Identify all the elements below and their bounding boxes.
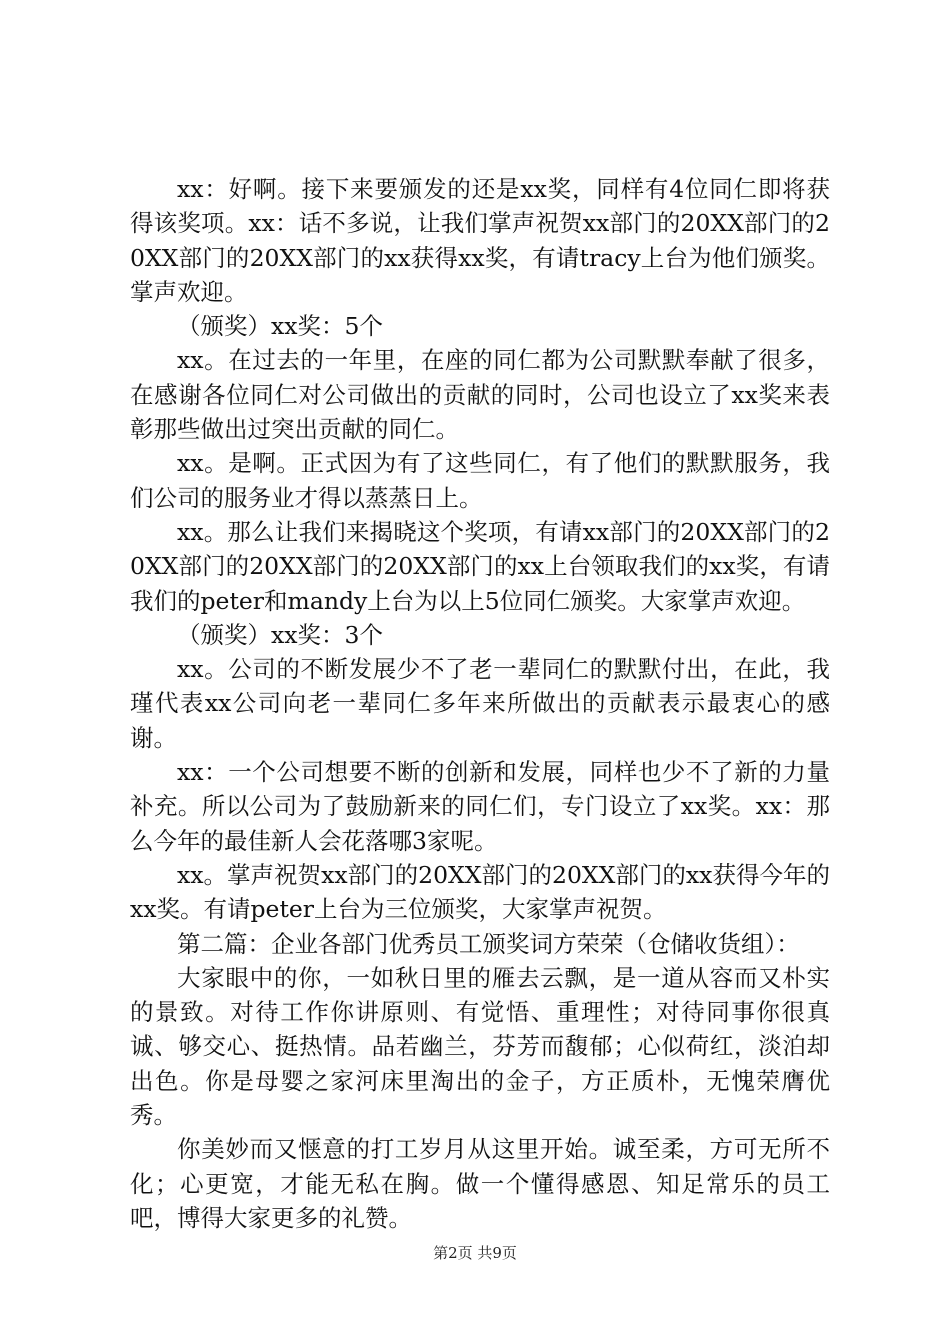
page-number: 第2页 共9页 <box>433 1244 517 1262</box>
paragraph: xx。那么让我们来揭晓这个奖项，有请xx部门的20XX部门的20XX部门的20XX部门的20XX部门的xx上台领取我们的xx奖，有请我们的peter和mandy上台为以上5位同仁颁奖。大家掌声欢迎。 <box>130 517 830 615</box>
paragraph: xx：一个公司想要不断的创新和发展，同样也少不了新的力量补充。所以公司为了鼓励新来的同仁们，专门设立了xx奖。xx：那么今年的最佳新人会花落哪3家呢。 <box>130 758 830 855</box>
section-title: 第二篇：企业各部门优秀员工颁奖词方荣荣（仓储收货组）： <box>177 929 800 958</box>
paragraph: xx。是啊。正式因为有了这些同仁，有了他们的默默服务，我们公司的服务业才得以蒸蒸日上。 <box>130 449 830 512</box>
paragraph: xx。公司的不断发展少不了老一辈同仁的默默付出，在此，我瑾代表xx公司向老一辈同仁多年来所做出的贡献表示最衷心的感谢。 <box>130 655 830 752</box>
document-body <box>130 172 830 1235</box>
paragraph: xx。掌声祝贺xx部门的20XX部门的20XX部门的xx获得今年的xx奖。有请peter上台为三位颁奖，大家掌声祝贺。 <box>130 860 830 924</box>
paragraph: 你美妙而又惬意的打工岁月从这里开始。诚至柔，方可无所不化；心更宽，才能无私在胸。做一个懂得感恩、知足常乐的员工吧，博得大家更多的礼赞。 <box>130 1135 830 1232</box>
paragraph: xx：好啊。接下来要颁发的还是xx奖，同样有4位同仁即将获得该奖项。xx：话不多说，让我们掌声祝贺xx部门的20XX部门的20XX部门的20XX部门的xx获得xx奖，有请tracy上台为他们颁奖。掌声欢迎。 <box>130 175 830 306</box>
paragraph: 大家眼中的你，一如秋日里的雁去云飘，是一道从容而又朴实的景致。对待工作你讲原则、有觉悟、重理性；对待同事你很真诚、够交心、挺热情。品若幽兰，芬芳而馥郁；心似荷红，淡泊却出色。你是母婴之家河床里淘出的金子，方正质朴，无愧荣膺优秀。 <box>130 963 830 1130</box>
award-heading: （颁奖）xx奖：5个 <box>177 312 383 341</box>
award-heading: （颁奖）xx奖：3个 <box>177 620 383 649</box>
paragraph: xx。在过去的一年里，在座的同仁都为公司默默奉献了很多，在感谢各位同仁对公司做出的贡献的同时，公司也设立了xx奖来表彰那些做出过突出贡献的同仁。 <box>130 346 830 444</box>
